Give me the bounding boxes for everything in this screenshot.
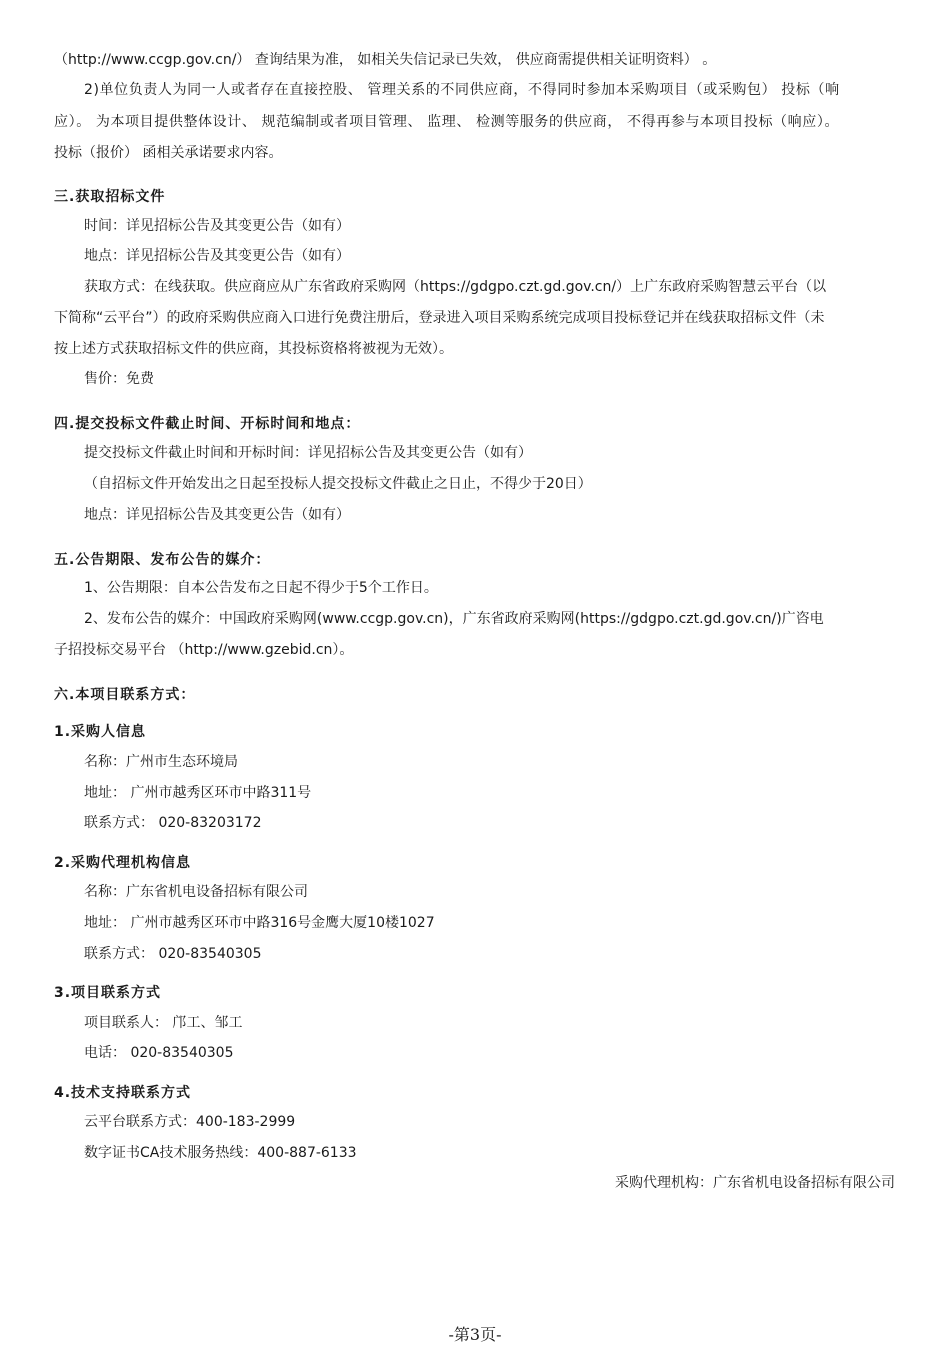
buyer-contact: 联系方式： 020-83203172 <box>84 815 262 831</box>
sec3-price: 售价：免费 <box>84 371 154 387</box>
project-contact-person: 项目联系人： 邝工、邹工 <box>84 1015 243 1031</box>
tech-support-cloud: 云平台联系方式：400-183-2999 <box>84 1114 296 1130</box>
page-number: -第3页- <box>448 1325 502 1344</box>
sec4-deadline: 提交投标文件截止时间和开标时间：详见招标公告及其变更公告（如有） <box>84 445 532 461</box>
sec4-note: （自招标文件开始发出之日起至投标人提交投标文件截止之日止，不得少于20日） <box>84 476 592 492</box>
sec3-method-line2: 下简称“云平台”）的政府采购供应商入口进行免费注册后，登录进入项目采购系统完成项目投标登记并在线获取招标文件（未 <box>54 310 825 326</box>
sec2-line1: （http://www.ccgp.gov.cn/） 查询结果为准， 如相关失信记录已失效， 供应商需提供相关证明资料） 。 <box>54 52 717 68</box>
project-contact-phone: 电话： 020-83540305 <box>84 1045 234 1061</box>
sec5-item2-line1: 2、发布公告的媒介：中国政府采购网(www.ccgp.gov.cn)，广东省政府采购网(https://gdgpo.czt.gd.gov.cn/)广咨电 <box>84 611 824 627</box>
project-contact-heading: 3.项目联系方式 <box>54 985 162 1001</box>
sec3-method-line3: 按上述方式获取招标文件的供应商，其投标资格将被视为无效）。 <box>54 341 453 357</box>
sec3-time: 时间：详见招标公告及其变更公告（如有） <box>84 218 350 234</box>
buyer-heading: 1.采购人信息 <box>54 724 147 740</box>
agency-heading: 2.采购代理机构信息 <box>54 855 192 871</box>
section-4-heading: 四.提交投标文件截止时间、开标时间和地点： <box>54 416 361 432</box>
agency-address: 地址： 广州市越秀区环市中路316号金鹰大厦10楼1027 <box>84 915 435 931</box>
section-3-heading: 三.获取招标文件 <box>54 189 166 205</box>
buyer-name: 名称：广州市生态环境局 <box>84 754 238 770</box>
agency-contact: 联系方式： 020-83540305 <box>84 946 262 962</box>
sec4-place: 地点：详见招标公告及其变更公告（如有） <box>84 507 350 523</box>
section-5-heading: 五.公告期限、发布公告的媒介： <box>54 552 271 568</box>
tech-support-heading: 4.技术支持联系方式 <box>54 1085 192 1101</box>
signature: 采购代理机构：广东省机电设备招标有限公司 <box>615 1175 895 1191</box>
sec3-method-line1: 获取方式：在线获取。供应商应从广东省政府采购网（https://gdgpo.czt.gd.gov.cn/）上广东政府采购智慧云平台（以 <box>84 279 827 295</box>
tech-support-ca: 数字证书CA技术服务热线：400-887-6133 <box>84 1145 357 1161</box>
sec2-item2-line2: 应）。 为本项目提供整体设计、 规范编制或者项目管理、 监理、 检测等服务的供应商， 不得再参与本项目投标（响应）。 <box>54 114 840 130</box>
sec2-item2-line3: 投标（报价） 函相关承诺要求内容。 <box>54 145 283 161</box>
sec3-place: 地点：详见招标公告及其变更公告（如有） <box>84 248 350 264</box>
sec5-item1: 1、公告期限：自本公告发布之日起不得少于5个工作日。 <box>84 580 438 596</box>
agency-name: 名称：广东省机电设备招标有限公司 <box>84 884 308 900</box>
buyer-address: 地址： 广州市越秀区环市中路311号 <box>84 785 312 801</box>
sec2-item2-line1: 2)单位负责人为同一人或者存在直接控股、 管理关系的不同供应商，不得同时参加本采购项目（或采购包） 投标（响 <box>84 82 840 98</box>
sec5-item2-line2: 子招投标交易平台 （http://www.gzebid.cn）。 <box>54 642 354 658</box>
section-6-heading: 六.本项目联系方式： <box>54 687 196 703</box>
